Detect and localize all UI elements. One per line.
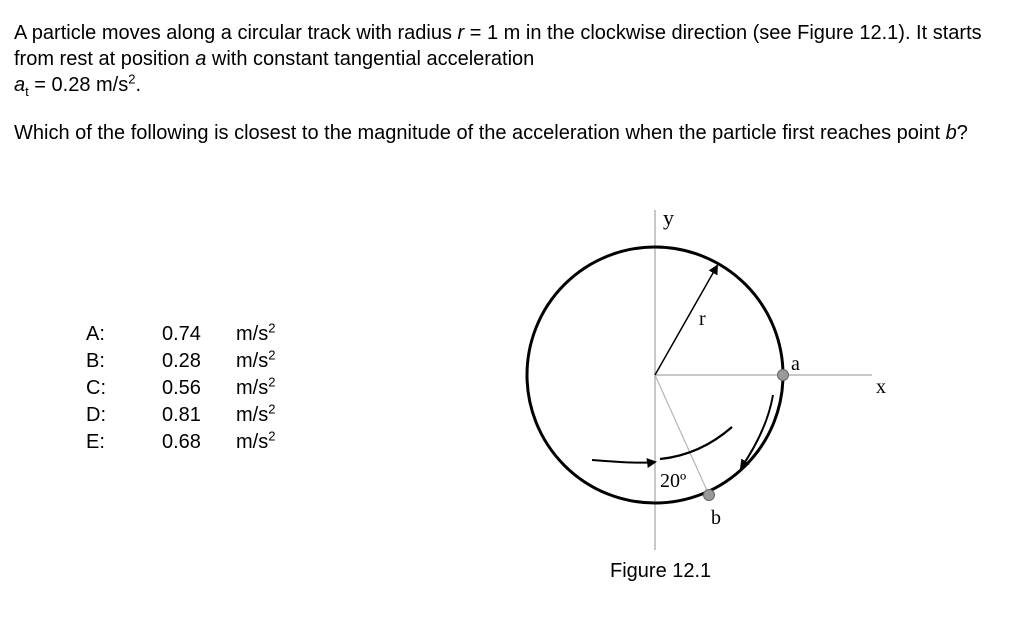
point-a-symbol: a (195, 48, 207, 70)
point-b-marker (704, 490, 715, 501)
choice-unit: $m/s^2$ (236, 347, 276, 372)
question-prompt: Which of the following is closest to the magnitude of the acceleration when the particle first reaches point b? (14, 122, 968, 144)
choice-letter: A: (86, 323, 105, 345)
question-text: A particle moves along a circular track with radius r = 1 m in the clockwise direction (see Figure 12.1). It starts from rest at position a with constant tangential acceleration $a_t = 0.28$ $m/s^2$. (14, 22, 982, 99)
angle-label: 20º (660, 470, 687, 492)
accel-symbol: a (14, 74, 26, 96)
point-b-label: b (711, 507, 721, 529)
choice-letter: B: (86, 350, 105, 372)
x-axis-label: x (876, 376, 886, 398)
point-a-marker (778, 370, 789, 381)
angle-arc (660, 427, 732, 459)
figure-caption: Figure 12.1 (610, 560, 712, 582)
radius-symbol: r (457, 22, 465, 44)
y-axis-label: y (663, 205, 674, 230)
choice-value: 0.74 (162, 323, 201, 345)
choice-unit: $m/s^2$ (236, 428, 276, 453)
angle-arc-arrow (592, 460, 655, 463)
choice-letter: E: (86, 431, 105, 453)
choice-value: 0.28 (162, 350, 201, 372)
radius-label: r (699, 308, 706, 330)
choice-unit: $m/s^2$ (236, 320, 276, 345)
point-b-symbol: b (945, 122, 957, 144)
choice-letter: C: (86, 377, 106, 399)
radius-vector (655, 266, 717, 375)
choice-value: 0.68 (162, 431, 201, 453)
choice-value: 0.56 (162, 377, 201, 399)
choice-letter: D: (86, 404, 106, 426)
point-a-label: a (791, 353, 800, 375)
choice-unit: $m/s^2$ (236, 401, 276, 426)
choice-value: 0.81 (162, 404, 201, 426)
choice-unit: $m/s^2$ (236, 374, 276, 399)
